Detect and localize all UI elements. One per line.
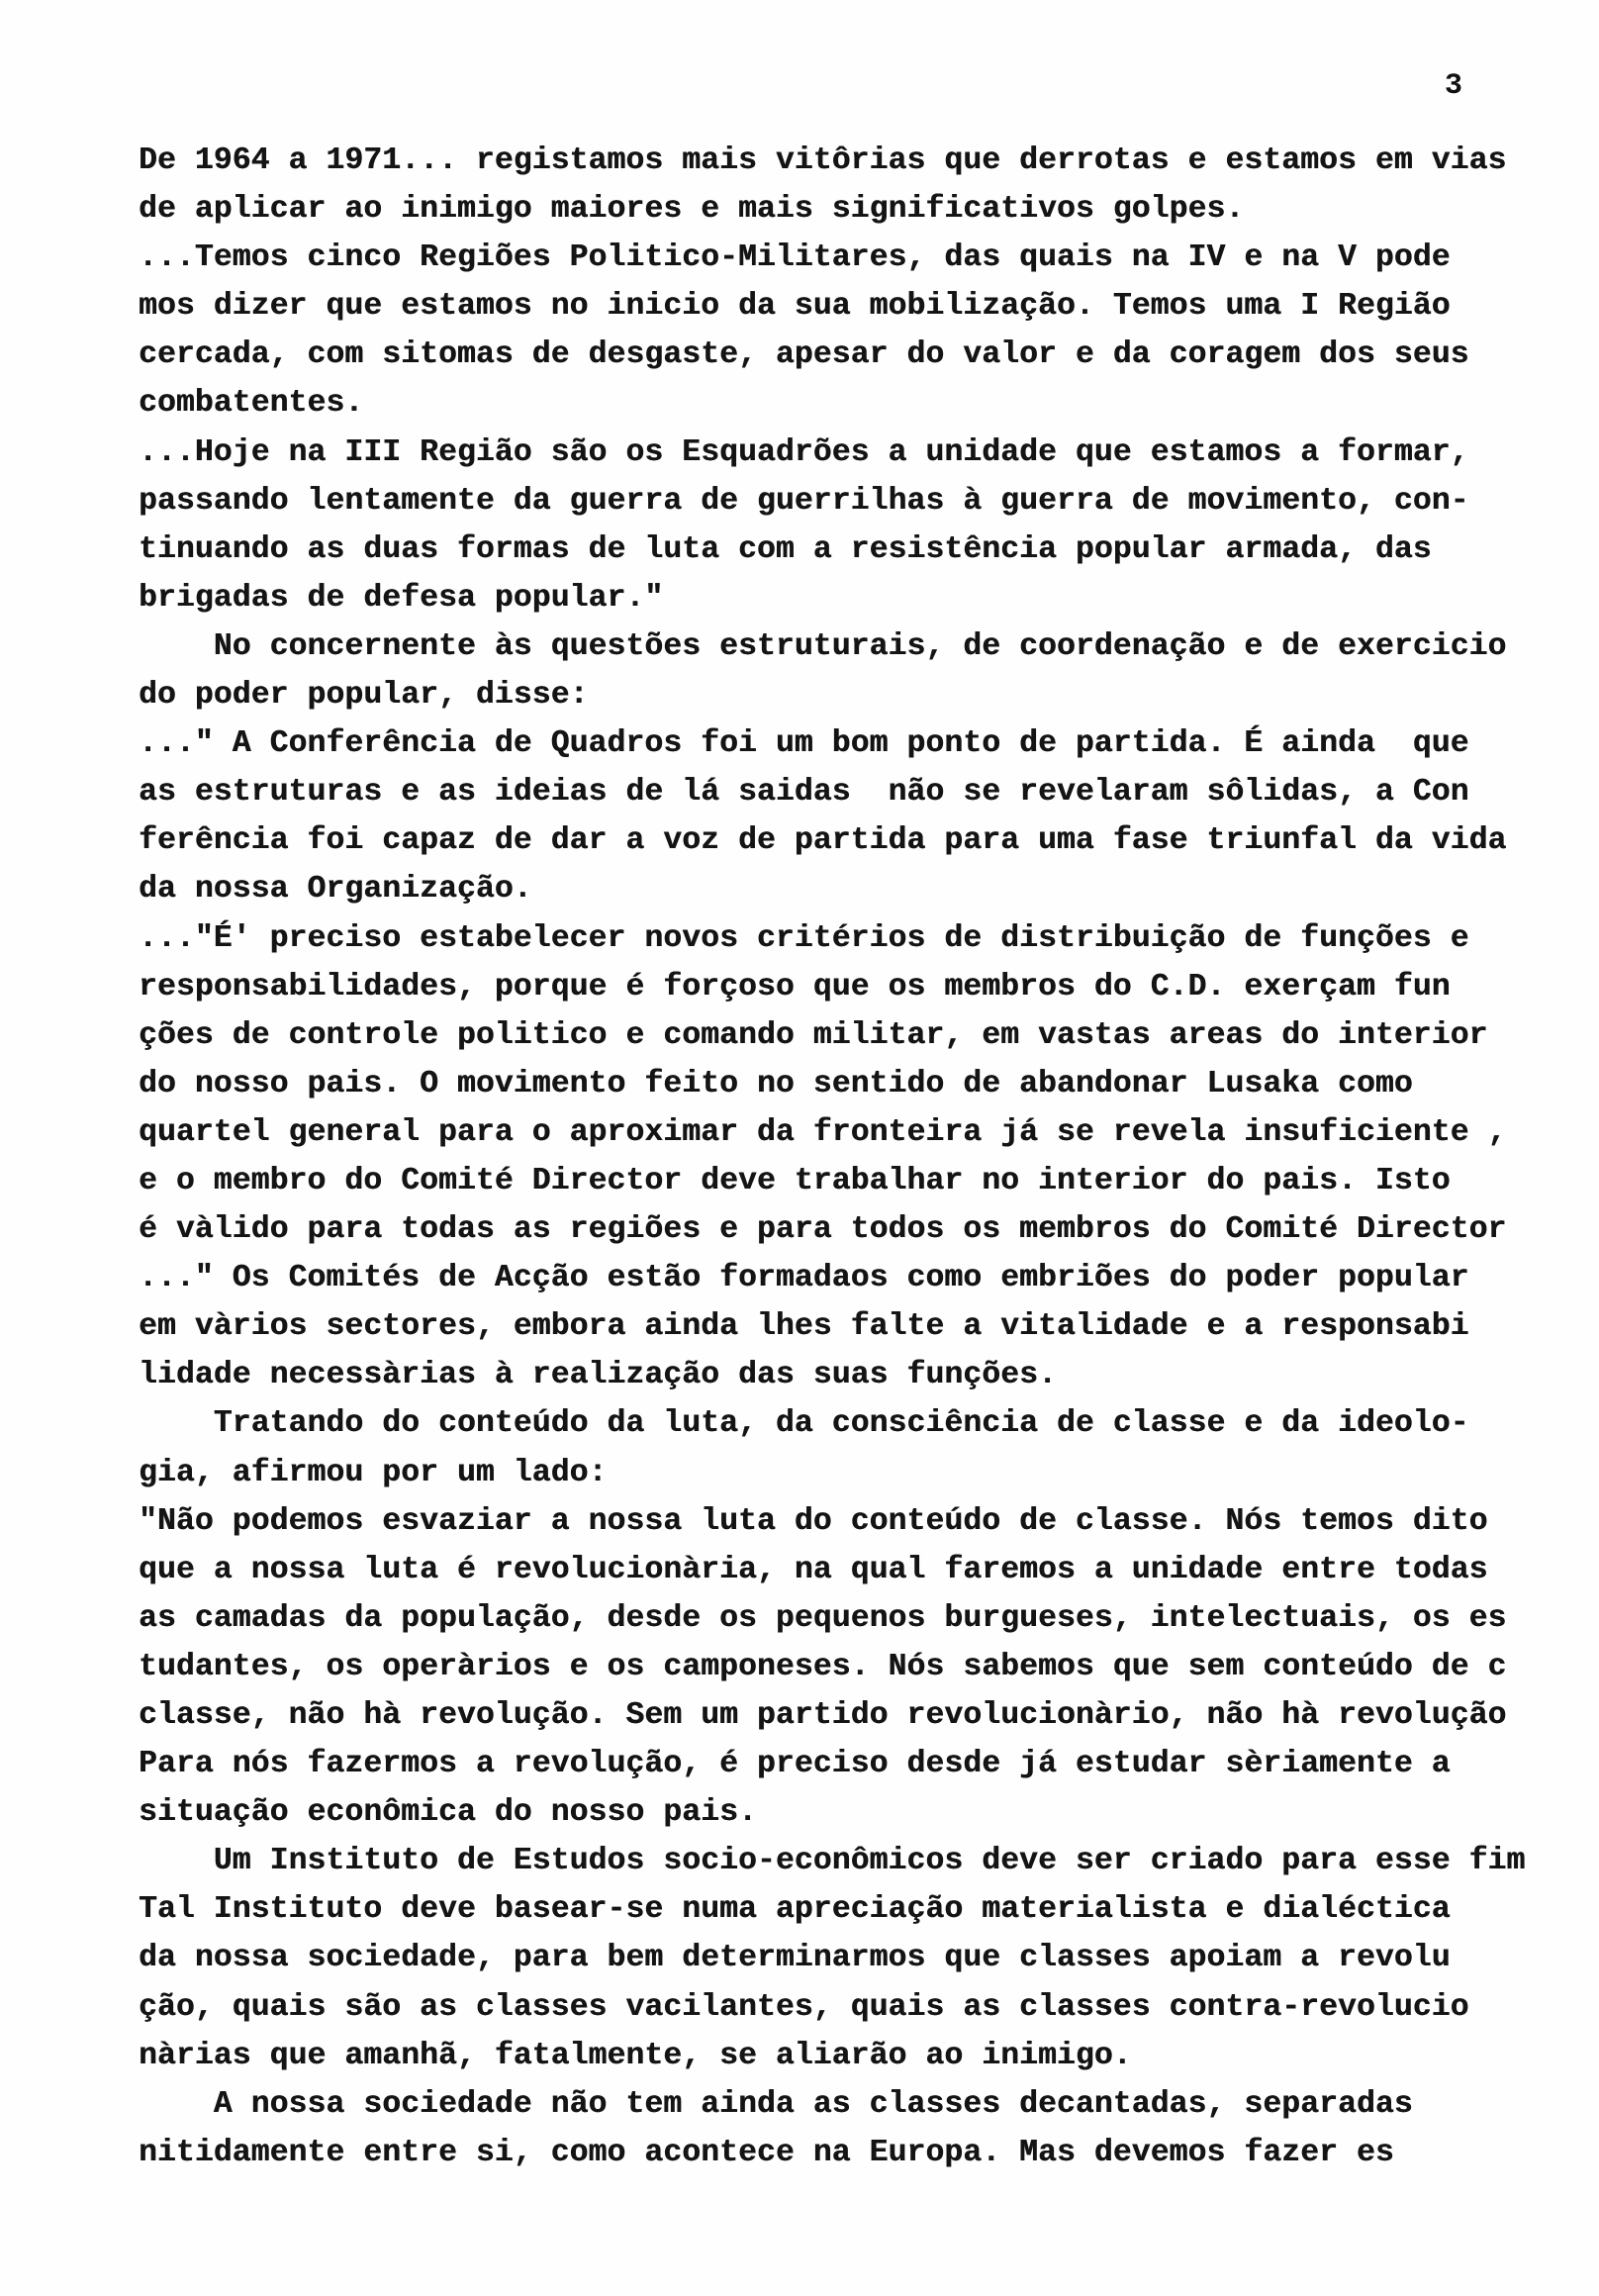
text-line: cercada, com sitomas de desgaste, apesar do valor e da coragem dos seus xyxy=(139,337,1469,373)
text-line: tinuando as duas formas de luta com a resistência popular armada, das xyxy=(139,531,1432,567)
text-line: é vàlido para todas as regiões e para todos os membros do Comité Director xyxy=(139,1212,1507,1248)
text-line: No concernente às questões estruturais, de coordenação e de exercicio xyxy=(139,628,1507,664)
text-line: gia, afirmou por um lado: xyxy=(139,1455,608,1490)
text-line: ..."É' preciso estabelecer novos critérios de distribuição de funções e xyxy=(139,920,1469,956)
text-line: do nosso pais. O movimento feito no sentido de abandonar Lusaka como xyxy=(139,1066,1413,1101)
text-line: ferência foi capaz de dar a voz de partida para uma fase triunfal da vida xyxy=(139,823,1507,859)
text-line: ..." Os Comités de Acção estão formadaos como embriões do poder popular xyxy=(139,1261,1469,1296)
text-line: Tal Instituto deve basear-se numa apreciação materialista e dialéctica xyxy=(139,1892,1451,1928)
text-line: "Não podemos esvaziar a nossa luta do conteúdo de classe. Nós temos dito xyxy=(139,1503,1488,1539)
text-line: as estruturas e as ideias de lá saidas não se revelaram sôlidas, a Con xyxy=(139,775,1469,811)
text-line: classe, não hà revolução. Sem um partido revolucionàrio, não hà revolução xyxy=(139,1698,1507,1733)
text-line: que a nossa luta é revolucionària, na qual faremos a unidade entre todas xyxy=(139,1552,1488,1587)
text-line: nitidamente entre si, como acontece na Europa. Mas devemos fazer es xyxy=(139,2135,1394,2170)
text-line: em vàrios sectores, embora ainda lhes falte a vitalidade e a responsabi xyxy=(139,1309,1469,1345)
text-line: ...Hoje na III Região são os Esquadrões a unidade que estamos a formar, xyxy=(139,434,1469,470)
text-line: de aplicar ao inimigo maiores e mais significativos golpes. xyxy=(139,192,1245,228)
document-body xyxy=(139,137,1583,2177)
text-line: Para nós fazermos a revolução, é preciso desde já estudar sèriamente a xyxy=(139,1747,1451,1782)
text-line: ções de controle politico e comando militar, em vastas areas do interior xyxy=(139,1017,1488,1053)
text-line: do poder popular, disse: xyxy=(139,678,589,714)
page-number: 3 xyxy=(1445,69,1463,103)
text-line: ção, quais são as classes vacilantes, quais as classes contra-revolucio xyxy=(139,1989,1469,2025)
text-line: passando lentamente da guerra de guerrilhas à guerra de movimento, con- xyxy=(139,483,1469,519)
text-line: e o membro do Comité Director deve trabalhar no interior do pais. Isto xyxy=(139,1163,1451,1198)
text-line: responsabilidades, porque é forçoso que os membros do C.D. exerçam fun xyxy=(139,969,1451,1004)
text-line: combatentes. xyxy=(139,386,364,422)
text-line: lidade necessàrias à realização das suas funções. xyxy=(139,1358,1057,1393)
text-line: De 1964 a 1971... registamos mais vitôrias que derrotas e estamos em vias xyxy=(139,144,1507,178)
text-line: brigadas de defesa popular." xyxy=(139,580,664,616)
text-line: da nossa Organização. xyxy=(139,872,532,908)
text-line: nàrias que amanhã, fatalmente, se aliarão ao inimigo. xyxy=(139,2038,1132,2073)
text-line: mos dizer que estamos no inicio da sua mobilização. Temos uma I Região xyxy=(139,289,1451,325)
text-line: situação econômica do nosso pais. xyxy=(139,1795,757,1831)
text-line: ..." A Conferência de Quadros foi um bom ponto de partida. É ainda que xyxy=(139,726,1469,762)
text-line: Tratando do conteúdo da luta, da consciência de classe e da ideolo- xyxy=(139,1406,1469,1442)
text-line: Um Instituto de Estudos socio-econômicos deve ser criado para esse fim xyxy=(139,1844,1526,1879)
text-line: A nossa sociedade não tem ainda as classes decantadas, separadas xyxy=(139,2086,1413,2122)
text-line: da nossa sociedade, para bem determinarmos que classes apoiam a revolu xyxy=(139,1941,1451,1976)
text-line: quartel general para o aproximar da fronteira já se revela insuficiente , xyxy=(139,1114,1507,1150)
text-line: ...Temos cinco Regiões Politico-Militares, das quais na IV e na V pode xyxy=(139,240,1451,276)
text-line: as camadas da população, desde os pequenos burgueses, intelectuais, os es xyxy=(139,1600,1507,1636)
text-line: tudantes, os operàrios e os camponeses. Nós sabemos que sem conteúdo de c xyxy=(139,1649,1507,1684)
